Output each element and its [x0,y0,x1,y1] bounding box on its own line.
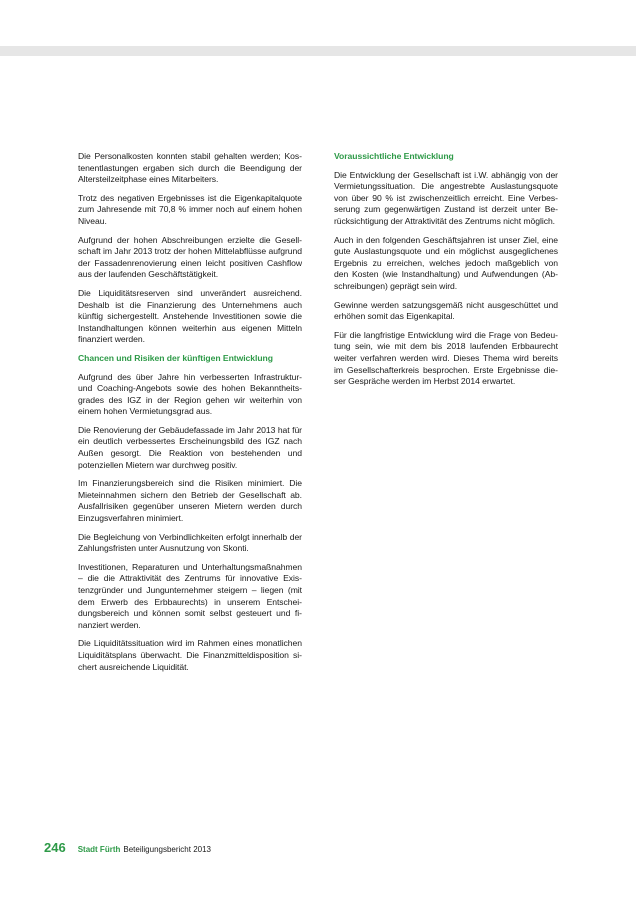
paragraph-personalkosten: Die Personalkosten konnten stabil gehalten werden; Kostenentlastungen ergaben sich durch die Beendigung der Altersteilzeitphase eines Mitarbeiters. [78,151,302,185]
footer-report-title: Beteiligungsbericht 2013 [123,845,211,854]
left-text-column [78,151,302,680]
top-decorative-band [0,46,636,56]
section-heading-voraussichtliche-entwicklung: Voraussichtliche Entwicklung [334,151,454,161]
paragraph-abschreibungen: Aufgrund der hohen Abschreibungen erzielte die Gesellschaft im Jahr 2013 trotz der hohen Mittelabflüsse aufgrund der Fassadenrenovierung einen leicht positiven Cashflow aus der laufenden Geschäftstätigkeit. [78,234,302,280]
paragraph-vermietungssituation: Die Entwicklung der Gesellschaft ist i.W. abhängig von der Vermietungssituation. Die angestrebte Auslastungsquote von über 90 % ist zwischenzeitlich erreicht. Eine Verbesserung zum gegenwärtigen Zustand ist derzeit unter Berücksichtigung der Attraktivität des Zentrums nicht möglich. [334,169,558,226]
paragraph-finanzierungsbereich: Im Finanzierungsbereich sind die Risiken minimiert. Die Mieteinnahmen sichern den Betrieb der Gesellschaft ab. Ausfallrisiken gegenüber unseren Mietern werden durch Einzugsverfahren minimiert. [78,478,302,524]
paragraph-liquiditaetssituation: Die Liquiditätssituation wird im Rahmen eines monatlichen Liquiditätsplans überwacht. Die Finanzmitteldisposition sichert ausreichende Liquidität. [78,638,302,672]
right-text-column [334,151,558,395]
paragraph-gewinne: Gewinne werden satzungsgemäß nicht ausgeschüttet und erhöhen somit das Eigenkapital. [334,299,558,322]
paragraph-infrastruktur: Aufgrund des über Jahre hin verbesserten Infrastruktur- und Coaching-Angebots sowie des hohen Bekanntheitsgrades des IGZ in der Region gehen wir weiterhin von einem hohen Vermietungsgrad aus. [78,371,302,417]
page-footer [44,840,211,855]
section-heading-chancen-risiken: Chancen und Risiken der künftigen Entwicklung [78,352,273,363]
footer-city-name: Stadt Fürth [77,845,121,854]
paragraph-eigenkapitalquote: Trotz des negativen Ergebnisses ist die Eigenkapitalquote zum Jahresende mit 70,8 % immer noch auf einem hohen Niveau. [78,192,302,226]
paragraph-verbindlichkeiten: Die Begleichung von Verbindlichkeiten erfolgt innerhalb der Zahlungsfristen unter Ausnutzung von Skonti. [78,531,302,554]
paragraph-liquiditaetsreserven: Die Liquiditätsreserven sind unverändert ausreichend. Deshalb ist die Finanzierung des Unternehmens auch künftig sichergestellt. Anstehende Investitionen sowie die Instandhaltungen können weiterhin aus eigenen Mitteln finanziert werden. [78,287,302,345]
paragraph-folgende-geschaeftsjahre: Auch in den folgenden Geschäftsjahren ist unser Ziel, eine gute Auslastungsquote und ein möglichst ausgeglichenes Ergebnis zu erreichen, welches jedoch maßgeblich von den Kosten (wie Instandhaltung) und Aufwendungen (Abschreibungen) geprägt sein wird. [334,234,558,291]
paragraph-erbbaurecht: Für die langfristige Entwicklung wird die Frage von Bedeutung sein, wie mit dem bis 2018 laufenden Erbbaurecht weiter verfahren werden wird. Dieses Thema wird bereits im Gesellschafterkreis besprochen. Erste Ergebnisse dieser Gespräche werden im Herbst 2014 erwartet. [334,329,558,387]
page-number: 246 [44,840,66,855]
paragraph-renovierung: Die Renovierung der Gebäudefassade im Jahr 2013 hat für ein deutlich verbessertes Erscheinungsbild des IGZ nach Außen gesorgt. Die Reaktion von bestehenden und potenziellen Mietern war durchweg positiv. [78,424,302,470]
paragraph-investitionen: Investitionen, Reparaturen und Unterhaltungsmaßnahmen – die die Attraktivität des Zentrums für innovative Existenzgründer und Jungunternehmer steigern – liegen (mit dem Erwerb des Erbbaurechts) in unserem Entscheidungsbereich und können somit selbst gesteuert und finanziert werden. [78,561,302,630]
